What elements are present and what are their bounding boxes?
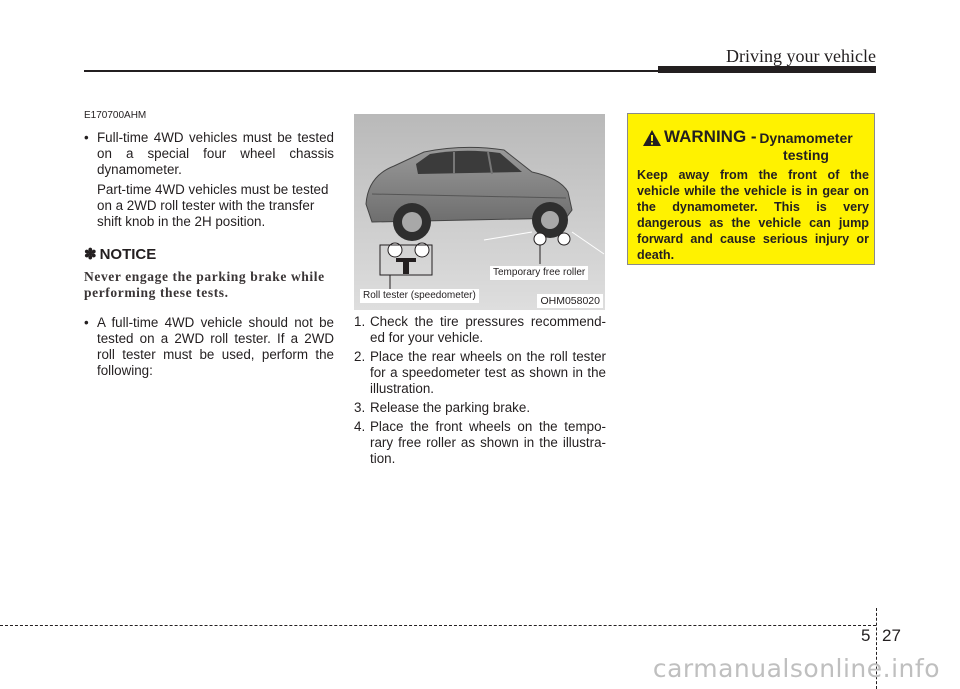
section-code: E170700AHM bbox=[84, 110, 147, 121]
step-text: Release the parking brake. bbox=[370, 400, 531, 415]
section-title: Driving your vehicle bbox=[726, 46, 876, 66]
step-item bbox=[354, 349, 606, 397]
warning-subtitle: Dynamometer testing bbox=[759, 130, 853, 163]
steps-column bbox=[354, 314, 606, 470]
dynamometer-illustration bbox=[354, 114, 605, 310]
step-item bbox=[354, 419, 606, 467]
bullet-item bbox=[84, 315, 334, 379]
figure-code: OHM058020 bbox=[537, 294, 603, 308]
step-item bbox=[354, 400, 606, 416]
warning-label: WARNING - bbox=[664, 127, 757, 146]
step-text: Place the rear wheels on the roll tester for a speedometer test as shown in the illustration. bbox=[370, 349, 606, 396]
step-item bbox=[354, 314, 606, 346]
step-text: Check the tire pressures recommend- ed for your vehicle. bbox=[370, 314, 606, 345]
header-rule-thick bbox=[658, 66, 876, 73]
header-rule bbox=[84, 70, 662, 72]
step-number: 2. bbox=[354, 349, 366, 364]
roll-tester-label: Roll tester (speedometer) bbox=[360, 289, 479, 303]
suv-on-roller-icon bbox=[354, 114, 605, 310]
bullet-continuation: Part-time 4WD vehicles must be tested on a 2WD roll tester with the transfer shift knob in the 2H position. bbox=[97, 182, 329, 229]
notice-heading bbox=[84, 247, 334, 263]
warning-box bbox=[627, 113, 875, 265]
chapter-number: 5 bbox=[861, 626, 871, 645]
page-number: 27 bbox=[882, 626, 901, 645]
notice-icon: ✽ bbox=[84, 246, 97, 263]
bullet-dot: • bbox=[84, 315, 89, 330]
footer-rule bbox=[0, 625, 876, 626]
bullet-dot: • bbox=[84, 130, 89, 145]
bullet-item bbox=[84, 130, 334, 178]
notice-body: Never engage the parking brake while performing these tests. bbox=[84, 269, 325, 300]
free-roller-label: Temporary free roller bbox=[490, 266, 588, 280]
watermark: carmanualsonline.info bbox=[652, 654, 940, 683]
bullet-text: Full-time 4WD vehicles must be tested on a special four wheel chassis dynamometer. bbox=[97, 130, 334, 177]
step-number: 4. bbox=[354, 419, 366, 434]
step-text: Place the front wheels on the tempo- rary free roller as shown in the illustra- tion. bbox=[370, 419, 606, 466]
warning-triangle-icon bbox=[642, 129, 662, 147]
left-column bbox=[84, 108, 334, 379]
notice-title: NOTICE bbox=[99, 246, 157, 263]
step-number: 1. bbox=[354, 314, 366, 329]
bullet-text: A full-time 4WD vehicle should not be tested on a 2WD roll tester. If a 2WD roll tester must be used, perform the following: bbox=[97, 315, 334, 378]
step-number: 3. bbox=[354, 400, 366, 415]
warning-text: Keep away from the front of the vehicle while the vehicle is in gear on the dynamometer. This is very dangerous as the vehicle can jump forward and cause serious injury or death. bbox=[637, 168, 869, 262]
